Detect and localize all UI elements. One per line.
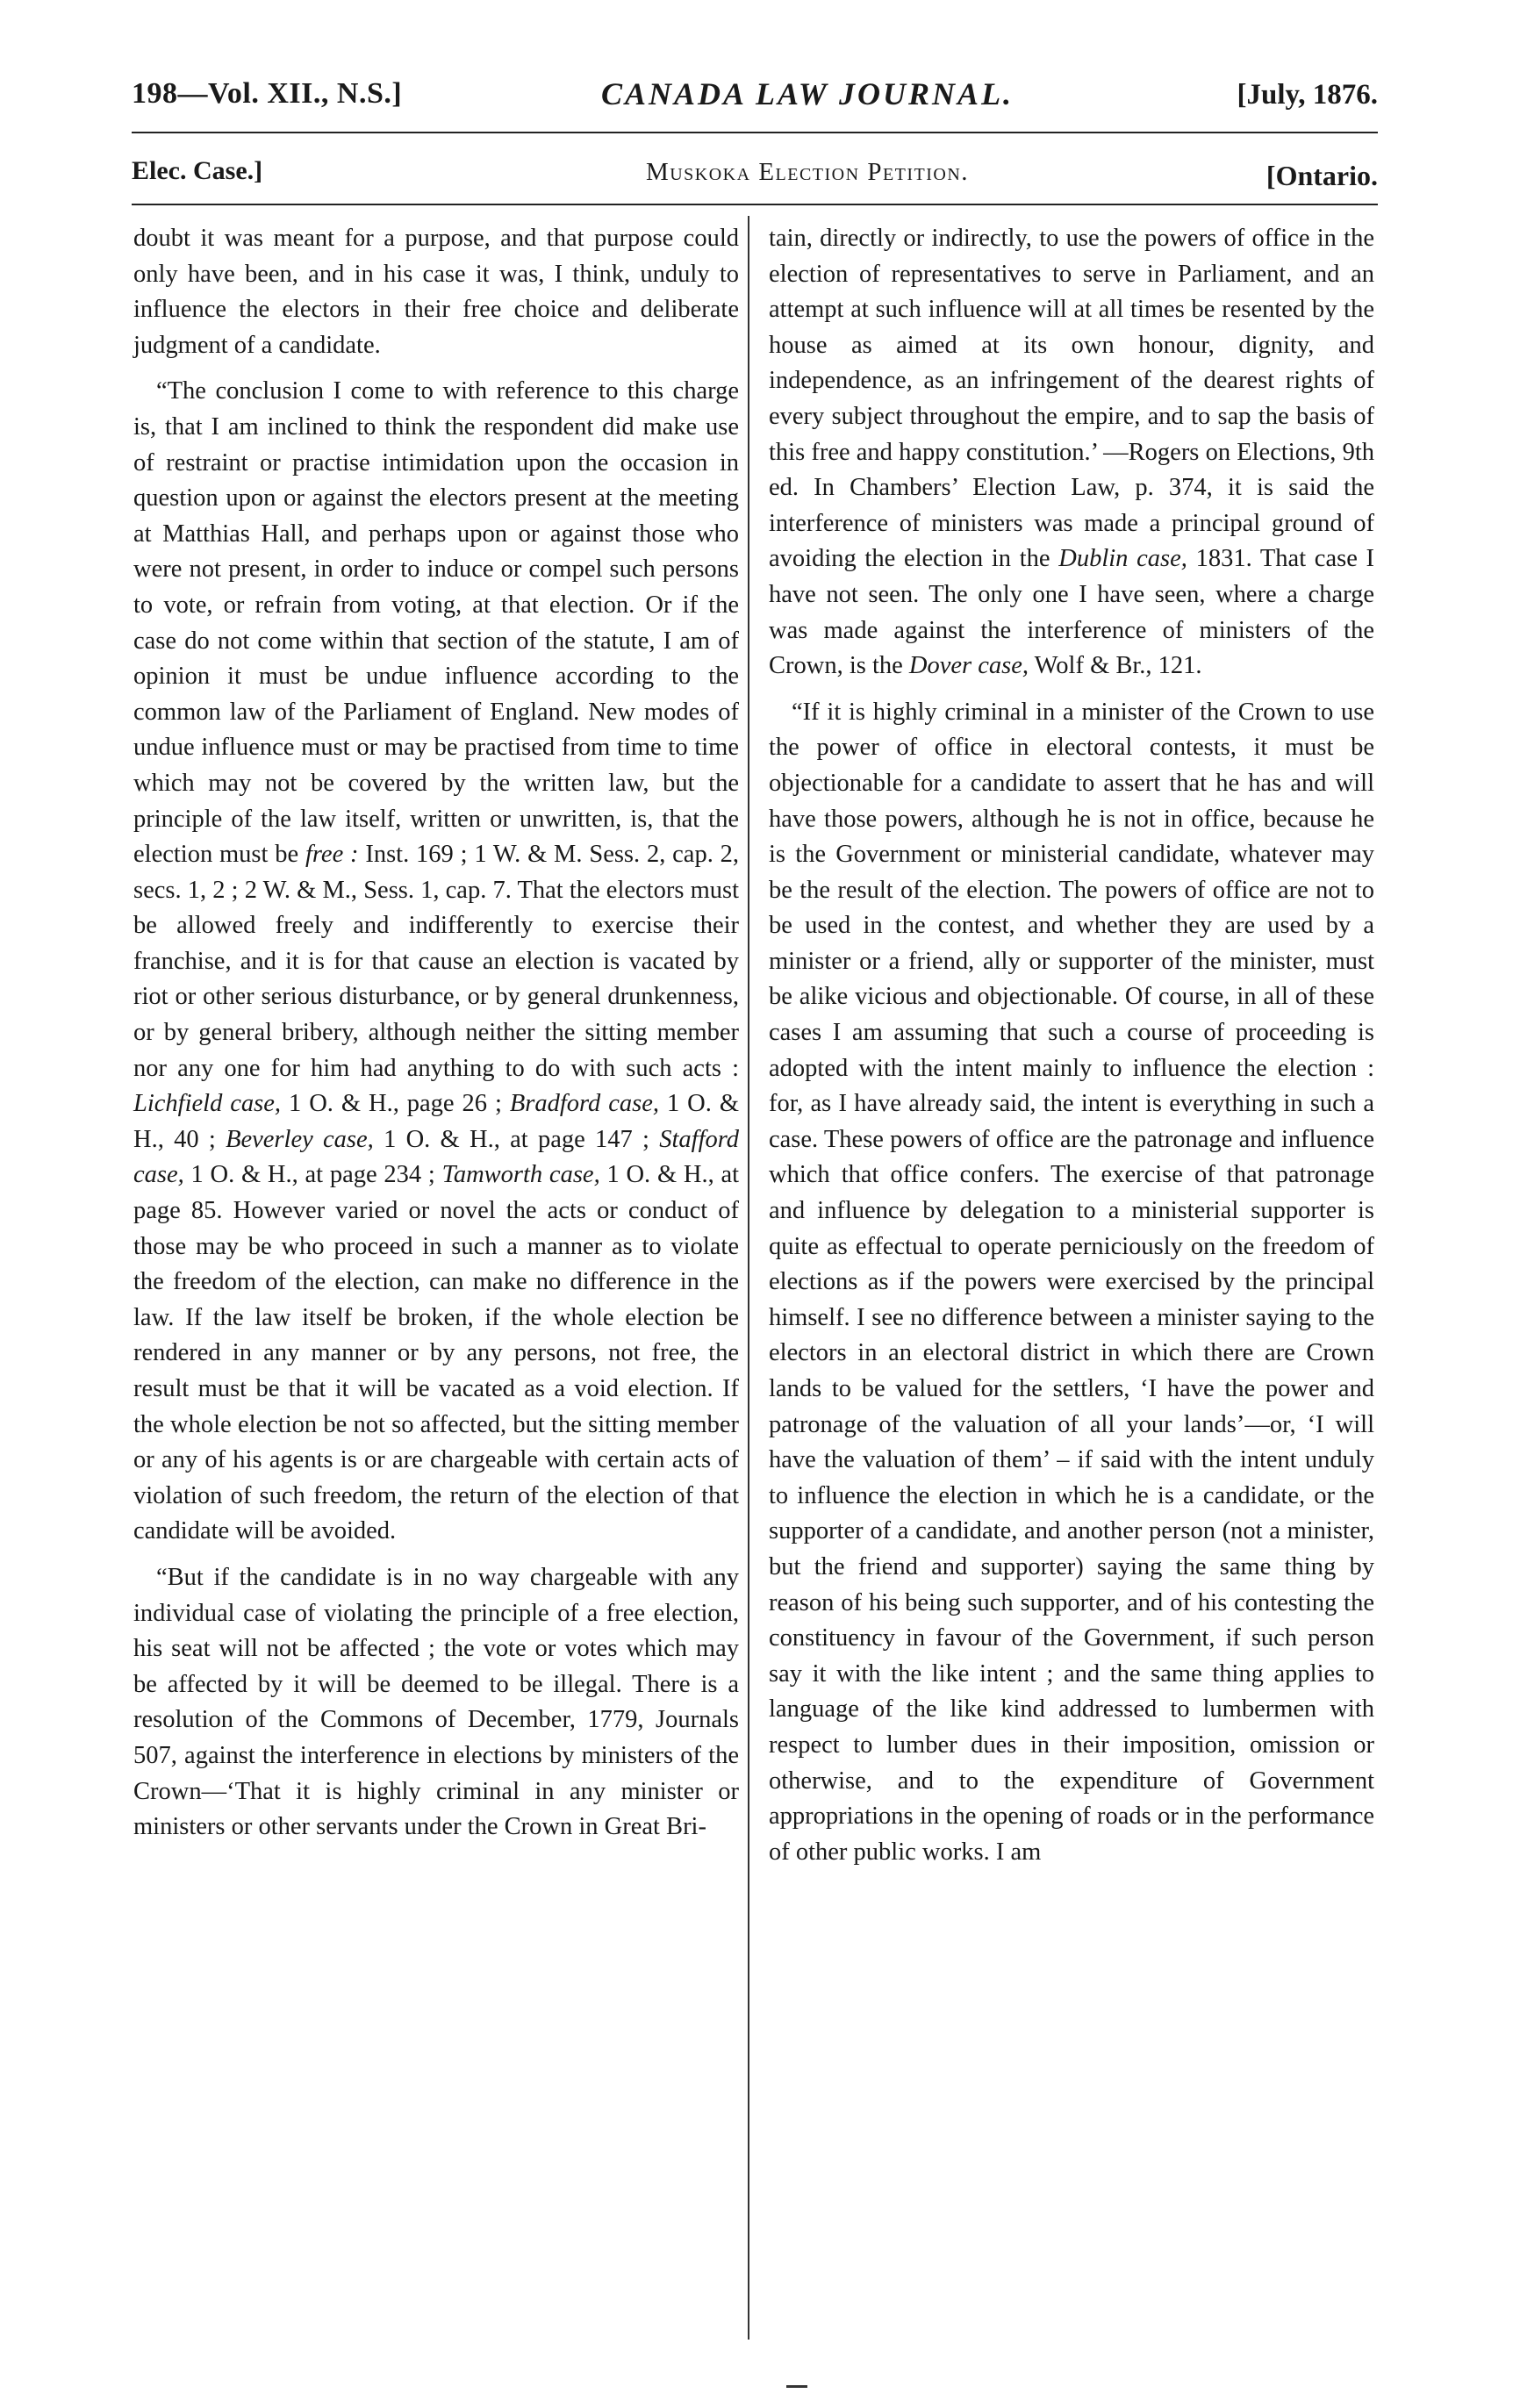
case-province: [Ontario.: [1265, 160, 1378, 191]
paragraph: [769, 695, 1374, 1871]
paragraph: [769, 221, 1374, 684]
printer-mark: [786, 2385, 807, 2388]
italic-term: free :: [305, 841, 359, 869]
paragraph-text: “The conclusion I come to with reference to this charge is, that I am inclined to think the respondent did make use of restraint or practise intimidation upon the occasion in question upon or against the electors present at the meeting at Matthias Hall, and perhaps upon or against those who were not present, in order to induce or compel such persons to vote, or refrain from voting, at that election. Or if the case do not come within that section of the statute, I am of opinion it must be undue influence according to the common law of the Parliament of England. New modes of undue influence must or may be practised from time to time which may not be covered by the written law, but the principle of the law itself, written or unwritten, is, that the election must be: [133, 377, 739, 869]
right-column: [769, 221, 1374, 2327]
paragraph-text: “But if the candidate is in no way chargeable with any individual case of violating the principle of a free election, his seat will not be affected ; the vote or votes which may be affected by it will be deemed to be illegal. There is a resolution of the Commons of December, 1779, Journals 507, against the interference in elections by ministers of the Crown—‘That it is highly criminal in any minister or ministers or other servants under the Crown in Great Bri-: [133, 1563, 739, 1841]
case-header: [132, 147, 1378, 200]
case-citation: Stafford case,: [133, 1125, 740, 1189]
paragraph-text: 1 O. & H., page 26 ;: [289, 1090, 502, 1118]
paragraph-text: tain, directly or indirectly, to use the powers of office in the election of representatives to serve in Parliament, and an attempt at such influence will at all times be resented by the house as aimed at its own honour, dignity, and independence, as an infringement of the dearest rights of every subject throughout the empire, and to sap the basis of this free and happy constitution.’ —Rogers on Elections, 9th ed. In Chambers’ Election Law, p. 374, it is said the interference of ministers was made a principal ground of avoiding the election in the: [769, 225, 1374, 573]
paragraph-text: Wolf & Br., 121.: [1034, 652, 1202, 680]
paragraph: [133, 1560, 739, 1845]
paragraph-text: 1 O. & H., at page 234 ;: [190, 1161, 435, 1189]
case-citation: Dover case,: [908, 652, 1029, 680]
paragraph-text: 1 O. & H., at page 85. However varied or novel the acts or conduct of those may be who proceed in such a manner as to violate the freedom of the election, can make no difference in the law. If the law itself be broken, if the whole election be rendered in any manner or by any persons, not free, the result must be that it will be vacated as a void election. If the whole election be not so affected, but the sitting member or any of his agents is or are chargeable with certain acts of violation of such freedom, the return of the election of that candidate will be avoided.: [133, 1161, 740, 1545]
running-header: [132, 68, 1378, 130]
case-citation: Lichfield case,: [133, 1090, 282, 1118]
issue-date: [July, 1876.: [1237, 79, 1378, 111]
case-title: Muskoka Election Petition.: [645, 158, 970, 186]
case-category: Elec. Case.]: [132, 156, 263, 185]
journal-title: CANADA LAW JOURNAL.: [600, 76, 1015, 111]
header-rule: [132, 132, 1378, 133]
case-citation: Tamworth case,: [441, 1161, 600, 1189]
paragraph-text: 1 O. & H., 40 ;: [133, 1090, 739, 1153]
left-column: [133, 221, 739, 2327]
page-volume-label: 198—Vol. XII., N.S.]: [132, 77, 403, 110]
case-citation: Dublin case,: [1058, 545, 1187, 573]
case-citation: Bradford case,: [509, 1090, 660, 1118]
paragraph: [133, 221, 739, 363]
paragraph-text: Inst. 169 ; 1 W. & M. Sess. 2, cap. 2, secs. 1, 2 ; 2 W. & M., Sess. 1, cap. 7. That the electors must be allowed freely and indifferently to exercise their franchise, and it is for that cause an election is vacated by riot or other serious disturbance, or by general drunkenness, or by general bribery, although neither the sitting member nor any one for him had anything to do with such acts :: [133, 841, 740, 1082]
case-citation: Beverley case,: [226, 1125, 374, 1153]
paragraph: [133, 374, 739, 1550]
column-divider: [748, 216, 749, 2340]
paragraph-text: 1831. That case I have not seen. The only one I have seen, where a charge was made against the interference of ministers of the Crown, is the: [769, 545, 1375, 680]
paragraph-text: doubt it was meant for a purpose, and that purpose could only have been, and in his case it was, I think, unduly to influence the electors in their free choice and deliberate judgment of a candidate.: [133, 225, 739, 359]
paragraph-text: “If it is highly criminal in a minister of the Crown to use the power of office in electoral contests, it must be objectionable for a candidate to assert that he has and will have those powers, although he is not in office, because he is the Government or ministerial candidate, whatever may be the result of the election. The powers of office are not to be used in the contest, and whether they are used by a minister or a friend, ally or supporter of the minister, must be alike vicious and objectionable. Of course, in all of these cases I am assuming that such a course of proceeding is adopted with the intent mainly to influence the election : for, as I have already said, the intent is everything in such a case. These powers of office are the patronage and influence which that office confers. The exercise of that patronage and influence by delegation to a ministerial supporter is quite as effectual to operate perniciously on the freedom of elections as if the powers were exercised by the principal himself. I see no difference between a minister saying to the electors in an electoral district in which there are Crown lands to be valued for the settlers, ‘I have the power and patronage of the valuation of all your lands’—or, ‘I will have the valuation of them’ – if said with the intent unduly to influence the election in which he is a candidate, or the supporter of a candidate, and another person (not a minister, but the friend and supporter) saying the same thing by reason of his being such supporter, and of his contesting the constituency in favour of the Government, if such person say it with the like intent ; and the same thing applies to language of the like kind addressed to lumbermen with respect to lumber dues in their imposition, omission or otherwise, and to the expenditure of Government appropriations in the opening of roads or in the performance of other public works. I am: [769, 698, 1374, 1866]
case-header-rule: [132, 204, 1378, 205]
paragraph-text: 1 O. & H., at page 147 ;: [384, 1125, 649, 1153]
